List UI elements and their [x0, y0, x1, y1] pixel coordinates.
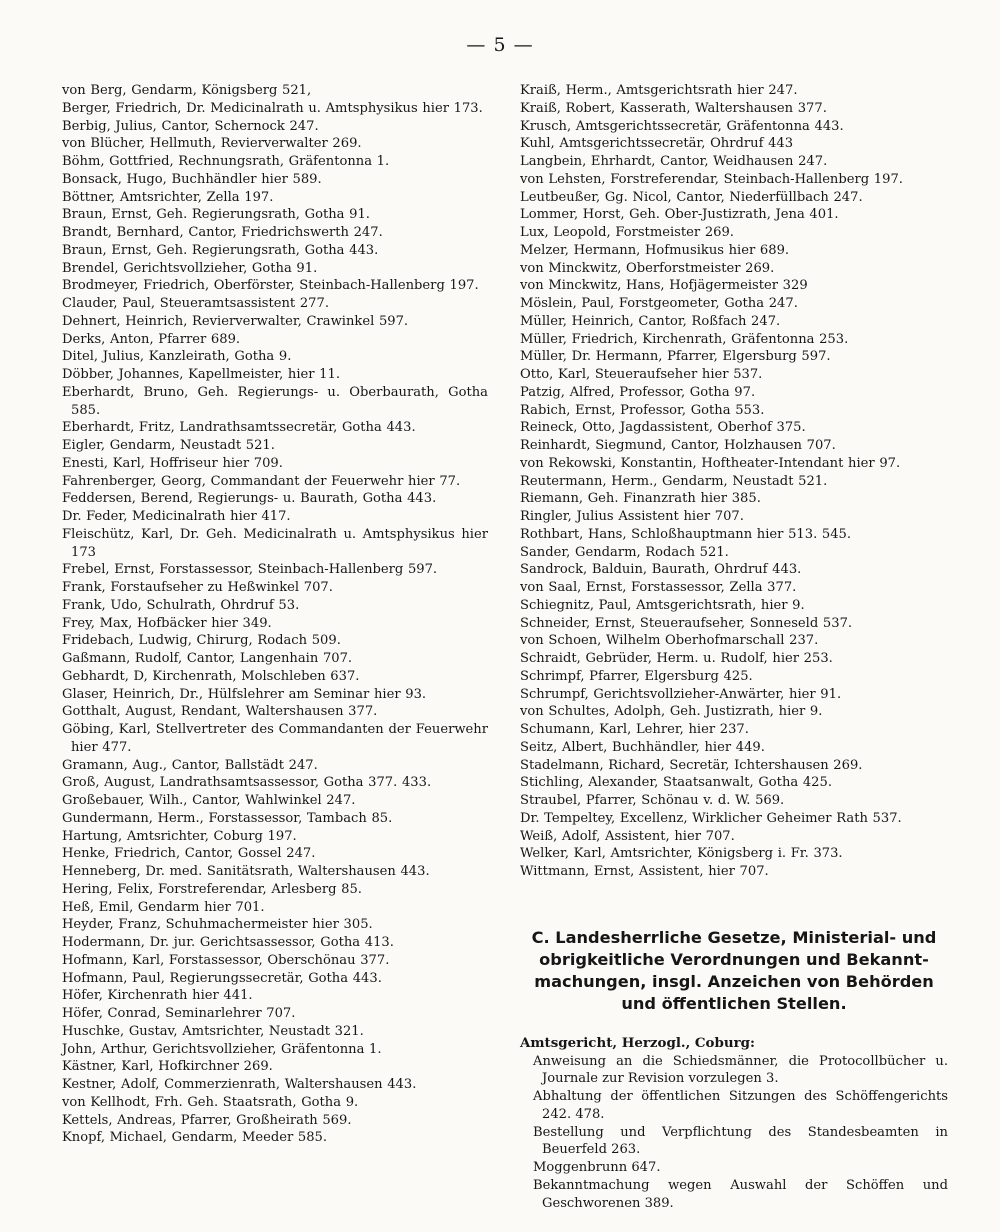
- index-entry: Reutermann, Herm., Gendarm, Neustadt 521.: [520, 473, 828, 489]
- page-number: — 5 —: [466, 34, 534, 56]
- index-entry: Enesti, Karl, Hoffriseur hier 709.: [62, 455, 283, 471]
- index-entry: Sandrock, Balduin, Baurath, Ohrdruf 443.: [520, 562, 802, 578]
- index-entry: Braun, Ernst, Geh. Regierungsrath, Gotha 443.: [62, 242, 379, 258]
- index-entry: Berger, Friedrich, Dr. Medicinalrath u. Amtsphysikus hier 173.: [62, 100, 483, 116]
- index-entry: Bonsack, Hugo, Buchhändler hier 589.: [62, 171, 322, 187]
- index-entry: Schrimpf, Pfarrer, Elgersburg 425.: [520, 668, 753, 684]
- index-entry: Müller, Heinrich, Cantor, Roßfach 247.: [520, 313, 781, 329]
- index-entry: Weiß, Adolf, Assistent, hier 707.: [520, 828, 735, 844]
- section-heading-line: obrigkeitliche Verordnungen und Bekannt-: [539, 949, 929, 969]
- index-entry: Gotthalt, August, Rendant, Waltershausen 377.: [62, 704, 378, 720]
- index-entry: Kestner, Adolf, Commerzienrath, Waltershausen 443.: [62, 1077, 417, 1092]
- index-entry: Gebhardt, D, Kirchenrath, Molschleben 637.: [62, 668, 360, 684]
- index-entry: Kraiß, Robert, Kasserath, Waltershausen 377.: [520, 100, 827, 116]
- index-entry: Frebel, Ernst, Forstassessor, Steinbach-Hallenberg 597.: [62, 562, 438, 578]
- index-entry: Ditel, Julius, Kanzleirath, Gotha 9.: [62, 349, 292, 365]
- index-entry: Ringler, Julius Assistent hier 707.: [520, 509, 744, 524]
- index-entry: Eigler, Gendarm, Neustadt 521.: [62, 438, 275, 453]
- index-entry: Henke, Friedrich, Cantor, Gossel 247.: [62, 846, 316, 862]
- index-entry: Groß, August, Landrathsamtsassessor, Gotha 377. 433.: [62, 775, 432, 791]
- index-entry: Böttner, Amtsrichter, Zella 197.: [62, 189, 274, 205]
- index-entry: Hofmann, Karl, Forstassessor, Oberschönau 377.: [62, 952, 390, 968]
- index-entry: Kuhl, Amtsgerichtssecretär, Ohrdruf 443: [520, 136, 794, 152]
- index-entry: Straubel, Pfarrer, Schönau v. d. W. 569.: [520, 793, 785, 808]
- index-entry: Otto, Karl, Steueraufseher hier 537.: [520, 367, 763, 382]
- index-entry: Welker, Karl, Amtsrichter, Königsberg i. Fr. 373.: [520, 846, 843, 862]
- index-entry: Frank, Udo, Schulrath, Ohrdruf 53.: [62, 597, 300, 613]
- index-entry: Schiegnitz, Paul, Amtsgerichtsrath, hier 9.: [520, 597, 805, 613]
- index-entry: Hodermann, Dr. jur. Gerichtsassessor, Gotha 413.: [62, 935, 394, 950]
- section-item: Moggenbrunn 647.: [533, 1160, 661, 1175]
- index-entry: Kraiß, Herm., Amtsgerichtsrath hier 247.: [520, 83, 798, 98]
- index-entry: Gaßmann, Rudolf, Cantor, Langenhain 707.: [62, 651, 353, 666]
- index-entry: Eberhardt, Fritz, Landrathsamtssecretär, Gotha 443.: [62, 420, 416, 436]
- index-entry: Dr. Feder, Medicinalrath hier 417.: [62, 509, 291, 524]
- index-entry: Hofmann, Paul, Regierungssecretär, Gotha 443.: [62, 970, 382, 986]
- index-entry: Derks, Anton, Pfarrer 689.: [62, 331, 241, 347]
- index-entry: Melzer, Hermann, Hofmusikus hier 689.: [520, 242, 790, 258]
- index-entry: Huschke, Gustav, Amtsrichter, Neustadt 321.: [62, 1023, 364, 1039]
- right-column-name-index: [520, 82, 948, 881]
- index-entry: Henneberg, Dr. med. Sanitätsrath, Waltershausen 443.: [62, 864, 430, 879]
- index-entry: Höfer, Kirchenrath hier 441.: [62, 988, 253, 1004]
- section-item: Bekanntmachung wegen Auswahl der Schöffen und Geschworenen 389.: [533, 1177, 948, 1211]
- index-entry: Frey, Max, Hofbäcker hier 349.: [62, 615, 272, 631]
- index-entry: Müller, Dr. Hermann, Pfarrer, Elgersburg 597.: [520, 349, 831, 365]
- index-entry: Rothbart, Hans, Schloßhauptmann hier 513. 545.: [520, 526, 852, 542]
- right-column: [520, 82, 948, 1212]
- index-entry: Sander, Gendarm, Rodach 521.: [520, 544, 729, 560]
- index-entry: von Saal, Ernst, Forstassessor, Zella 377.: [520, 580, 797, 595]
- index-entry: Braun, Ernst, Geh. Regierungsrath, Gotha 91.: [62, 207, 370, 223]
- index-entry: Schumann, Karl, Lehrer, hier 237.: [520, 722, 749, 737]
- index-entry: Eberhardt, Bruno, Geh. Regierungs- u. Oberbaurath, Gotha 585.: [62, 384, 488, 418]
- index-entry: Rabich, Ernst, Professor, Gotha 553.: [520, 402, 765, 418]
- index-entry: Langbein, Ehrhardt, Cantor, Weidhausen 247.: [520, 154, 828, 169]
- index-entry: Göbing, Karl, Stellvertreter des Commandanten der Feuerwehr hier 477.: [62, 722, 488, 755]
- index-entry: Dr. Tempeltey, Excellenz, Wirklicher Geheimer Rath 537.: [520, 810, 902, 826]
- index-entry: Berbig, Julius, Cantor, Schernock 247.: [62, 118, 319, 134]
- index-entry: Dehnert, Heinrich, Revierverwalter, Crawinkel 597.: [62, 313, 409, 329]
- index-entry: Hartung, Amtsrichter, Coburg 197.: [62, 828, 297, 844]
- section-heading-c: [520, 927, 948, 1015]
- index-entry: Fahrenberger, Georg, Commandant der Feuerwehr hier 77.: [62, 473, 461, 489]
- index-entry: Schrumpf, Gerichtsvollzieher-Anwärter, hier 91.: [520, 686, 842, 702]
- index-entry: Brodmeyer, Friedrich, Oberförster, Steinbach-Hallenberg 197.: [62, 278, 479, 294]
- index-entry: Schraidt, Gebrüder, Herm. u. Rudolf, hier 253.: [520, 651, 833, 666]
- index-entry: Lux, Leopold, Forstmeister 269.: [520, 225, 734, 240]
- index-entry: Frank, Forstaufseher zu Heßwinkel 707.: [62, 580, 333, 595]
- index-entry: Böhm, Gottfried, Rechnungsrath, Gräfentonna 1.: [62, 154, 390, 169]
- section-heading-line: machungen, insgl. Anzeichen von Behörden: [534, 971, 934, 991]
- index-entry: Krusch, Amtsgerichtssecretär, Gräfentonna 443.: [520, 118, 844, 134]
- index-entry: Fridebach, Ludwig, Chirurg, Rodach 509.: [62, 633, 341, 649]
- section-subheading: Amtsgericht, Herzogl., Coburg:: [520, 1034, 755, 1051]
- index-entry: Heß, Emil, Gendarm hier 701.: [62, 899, 265, 915]
- index-entry: Heyder, Franz, Schuhmachermeister hier 305.: [62, 917, 373, 933]
- index-entry: Höfer, Conrad, Seminarlehrer 707.: [62, 1006, 296, 1021]
- section-items-list: [520, 1053, 948, 1213]
- index-entry: Glaser, Heinrich, Dr., Hülfslehrer am Seminar hier 93.: [62, 686, 427, 702]
- index-entry: Feddersen, Berend, Regierungs- u. Baurath, Gotha 443.: [62, 491, 437, 507]
- index-entry: Leutbeußer, Gg. Nicol, Cantor, Niederfüllbach 247.: [520, 189, 863, 205]
- index-entry: Riemann, Geh. Finanzrath hier 385.: [520, 491, 761, 507]
- section-heading-line: und öffentlichen Stellen.: [621, 993, 847, 1013]
- index-entry: Reinhardt, Siegmund, Cantor, Holzhausen 707.: [520, 438, 836, 453]
- index-entry: Knopf, Michael, Gendarm, Meeder 585.: [62, 1130, 328, 1146]
- index-entry: Patzig, Alfred, Professor, Gotha 97.: [520, 384, 756, 400]
- index-entry: Gramann, Aug., Cantor, Ballstädt 247.: [62, 757, 318, 773]
- index-entry: Gundermann, Herm., Forstassessor, Tambach 85.: [62, 810, 393, 826]
- index-entry: von Berg, Gendarm, Königsberg 521,: [62, 83, 312, 98]
- index-entry: von Schoen, Wilhelm Oberhofmarschall 237.: [520, 633, 819, 649]
- index-entry: von Lehsten, Forstreferendar, Steinbach-Hallenberg 197.: [520, 171, 903, 187]
- index-entry: von Kellhodt, Frh. Geh. Staatsrath, Gotha 9.: [62, 1094, 359, 1110]
- index-entry: Großebauer, Wilh., Cantor, Wahlwinkel 247.: [62, 793, 356, 808]
- index-entry: Brendel, Gerichtsvollzieher, Gotha 91.: [62, 260, 318, 276]
- index-entry: Lommer, Horst, Geh. Ober-Justizrath, Jena 401.: [520, 207, 839, 223]
- index-entry: Seitz, Albert, Buchhändler, hier 449.: [520, 739, 765, 755]
- index-entry: Möslein, Paul, Forstgeometer, Gotha 247.: [520, 296, 798, 311]
- index-entry: Brandt, Bernhard, Cantor, Friedrichswerth 247.: [62, 225, 383, 240]
- index-entry: Hering, Felix, Forstreferendar, Arlesberg 85.: [62, 881, 362, 897]
- index-entry: Schneider, Ernst, Steueraufseher, Sonneseld 537.: [520, 615, 853, 631]
- index-entry: John, Arthur, Gerichtsvollzieher, Gräfentonna 1.: [62, 1041, 382, 1057]
- left-column-name-index: [62, 82, 488, 1147]
- section-item: Bestellung und Verpflichtung des Standesbeamten in Beuerfeld 263.: [533, 1124, 948, 1158]
- index-entry: Kettels, Andreas, Pfarrer, Großheirath 569.: [62, 1112, 352, 1128]
- index-entry: Döbber, Johannes, Kapellmeister, hier 11.: [62, 367, 341, 382]
- index-entry: von Schultes, Adolph, Geh. Justizrath, hier 9.: [520, 704, 823, 720]
- index-entry: Reineck, Otto, Jagdassistent, Oberhof 375.: [520, 420, 806, 436]
- index-entry: Stichling, Alexander, Staatsanwalt, Gotha 425.: [520, 775, 833, 791]
- index-entry: von Rekowski, Konstantin, Hoftheater-Intendant hier 97.: [520, 455, 901, 471]
- index-entry: Wittmann, Ernst, Assistent, hier 707.: [520, 864, 769, 879]
- index-entry: Müller, Friedrich, Kirchenrath, Gräfentonna 253.: [520, 331, 849, 347]
- index-entry: von Blücher, Hellmuth, Revierverwalter 269.: [62, 136, 362, 152]
- section-item: Anweisung an die Schiedsmänner, die Protocollbücher u. Journale zur Revision vorzulegen 3.: [533, 1053, 948, 1087]
- index-entry: von Minckwitz, Oberforstmeister 269.: [520, 260, 775, 276]
- index-entry: Kästner, Karl, Hofkirchner 269.: [62, 1059, 273, 1075]
- index-entry: Fleischütz, Karl, Dr. Geh. Medicinalrath u. Amtsphysikus hier 173: [62, 526, 488, 560]
- section-heading-line: C. Landesherrliche Gesetze, Ministerial- und: [531, 927, 937, 947]
- index-entry: Clauder, Paul, Steueramtsassistent 277.: [62, 296, 329, 311]
- index-entry: von Minckwitz, Hans, Hofjägermeister 329: [520, 278, 808, 294]
- section-item: Abhaltung der öffentlichen Sitzungen des Schöffengerichts 242. 478.: [533, 1089, 948, 1122]
- index-entry: Stadelmann, Richard, Secretär, Ichtershausen 269.: [520, 757, 863, 773]
